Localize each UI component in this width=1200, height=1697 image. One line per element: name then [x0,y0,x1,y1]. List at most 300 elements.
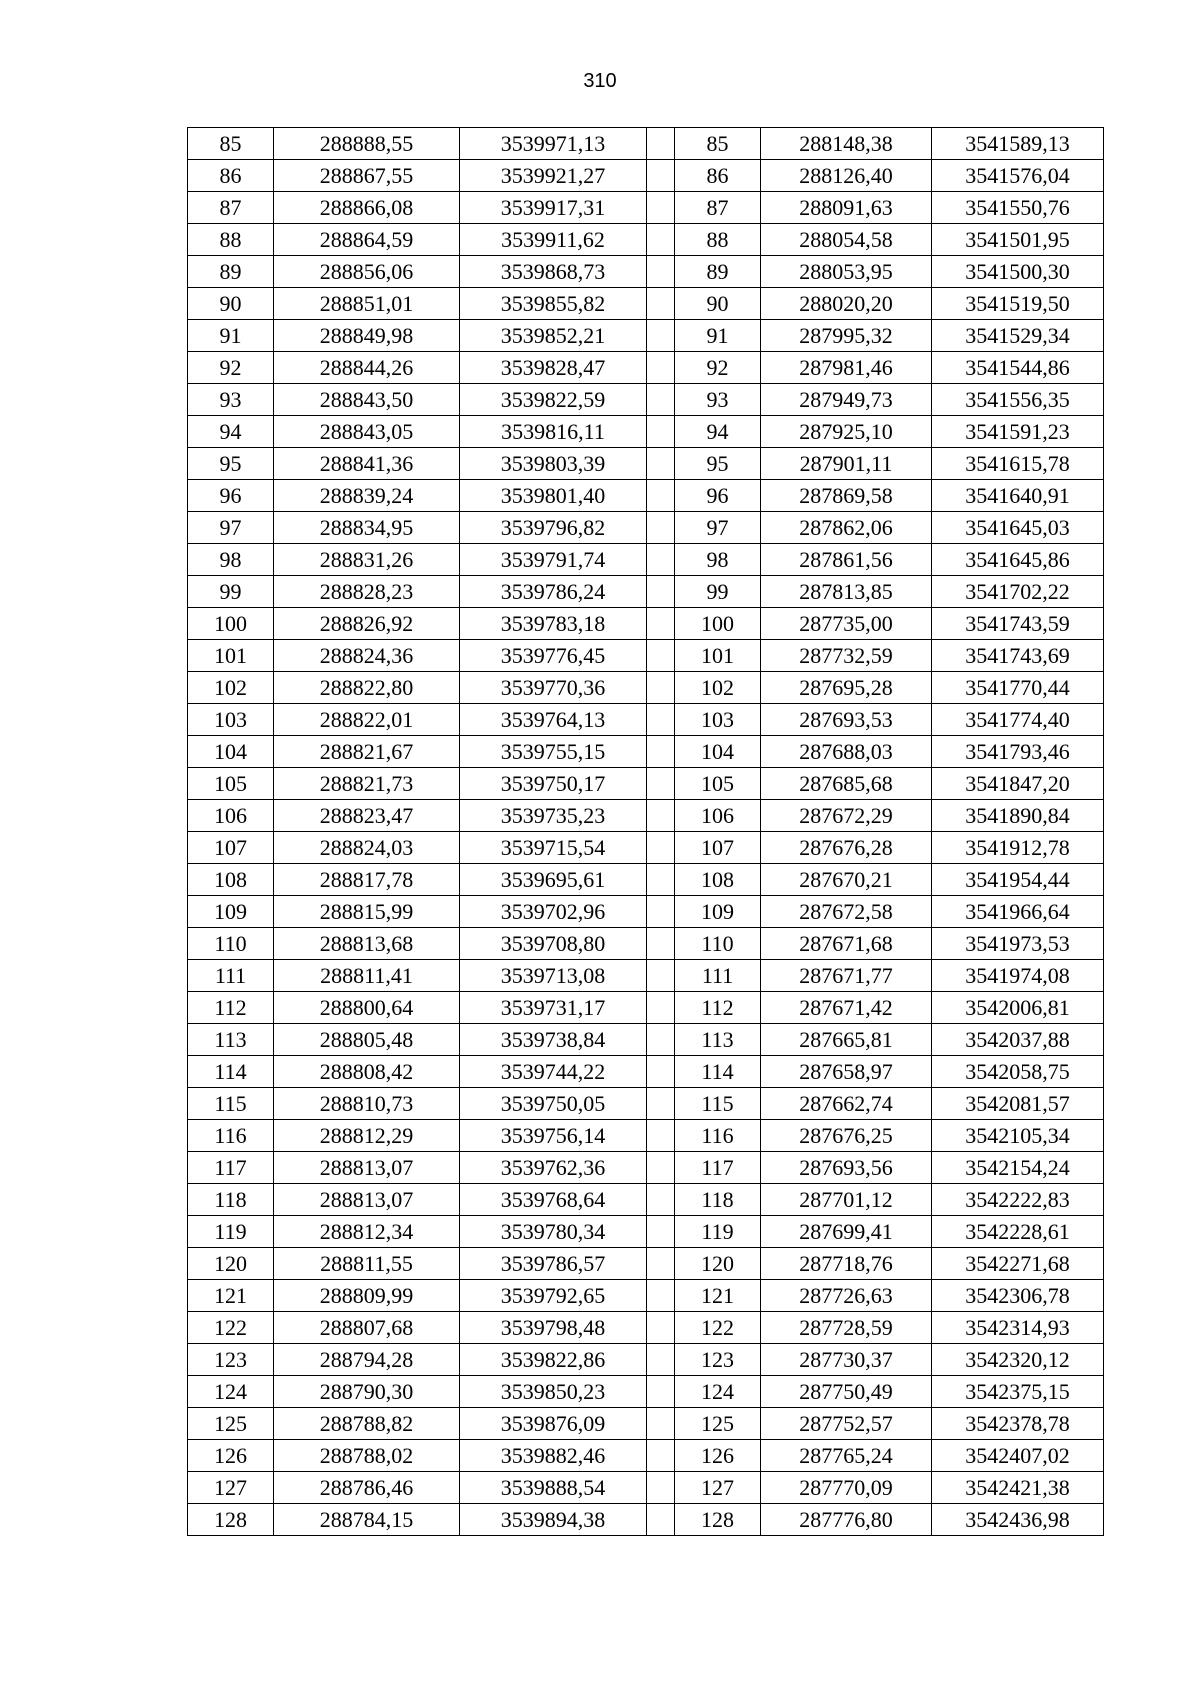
left-x-coordinate-cell: 288788,02 [274,1440,460,1472]
left-y-coordinate-cell: 3539822,86 [460,1344,647,1376]
left-point-number-cell: 102 [188,672,274,704]
left-point-number-cell: 98 [188,544,274,576]
right-x-coordinate-cell: 288053,95 [761,256,932,288]
left-x-coordinate-cell: 288786,46 [274,1472,460,1504]
separator-cell [647,736,675,768]
right-x-coordinate-cell: 287861,56 [761,544,932,576]
table-row [188,672,1104,704]
right-point-number-cell: 102 [675,672,761,704]
table-row [188,352,1104,384]
separator-cell [647,288,675,320]
right-point-number-cell: 88 [675,224,761,256]
left-x-coordinate-cell: 288808,42 [274,1056,460,1088]
left-point-number-cell: 85 [188,128,274,160]
right-x-coordinate-cell: 287813,85 [761,576,932,608]
right-point-number-cell: 120 [675,1248,761,1280]
left-y-coordinate-cell: 3539702,96 [460,896,647,928]
left-y-coordinate-cell: 3539764,13 [460,704,647,736]
separator-cell [647,1120,675,1152]
separator-cell [647,1472,675,1504]
left-x-coordinate-cell: 288817,78 [274,864,460,896]
left-x-coordinate-cell: 288809,99 [274,1280,460,1312]
right-y-coordinate-cell: 3541640,91 [932,480,1104,512]
right-x-coordinate-cell: 287672,29 [761,800,932,832]
separator-cell [647,1440,675,1472]
right-x-coordinate-cell: 287770,09 [761,1472,932,1504]
right-point-number-cell: 89 [675,256,761,288]
left-y-coordinate-cell: 3539850,23 [460,1376,647,1408]
left-y-coordinate-cell: 3539770,36 [460,672,647,704]
right-point-number-cell: 114 [675,1056,761,1088]
separator-cell [647,544,675,576]
right-point-number-cell: 107 [675,832,761,864]
left-y-coordinate-cell: 3539792,65 [460,1280,647,1312]
right-y-coordinate-cell: 3541954,44 [932,864,1104,896]
separator-cell [647,1280,675,1312]
left-y-coordinate-cell: 3539750,17 [460,768,647,800]
right-x-coordinate-cell: 288091,63 [761,192,932,224]
left-y-coordinate-cell: 3539695,61 [460,864,647,896]
table-row [188,256,1104,288]
right-point-number-cell: 126 [675,1440,761,1472]
right-y-coordinate-cell: 3541890,84 [932,800,1104,832]
right-point-number-cell: 109 [675,896,761,928]
table-row [188,1056,1104,1088]
left-x-coordinate-cell: 288831,26 [274,544,460,576]
separator-cell [647,928,675,960]
table-row [188,1184,1104,1216]
right-x-coordinate-cell: 287671,42 [761,992,932,1024]
right-point-number-cell: 106 [675,800,761,832]
left-x-coordinate-cell: 288867,55 [274,160,460,192]
table-row [188,1280,1104,1312]
table-row [188,1408,1104,1440]
table-row [188,1216,1104,1248]
right-y-coordinate-cell: 3542271,68 [932,1248,1104,1280]
table-row [188,320,1104,352]
right-y-coordinate-cell: 3541556,35 [932,384,1104,416]
right-point-number-cell: 123 [675,1344,761,1376]
separator-cell [647,128,675,160]
separator-cell [647,1408,675,1440]
separator-cell [647,1152,675,1184]
left-point-number-cell: 88 [188,224,274,256]
right-x-coordinate-cell: 287925,10 [761,416,932,448]
right-x-coordinate-cell: 287688,03 [761,736,932,768]
left-y-coordinate-cell: 3539894,38 [460,1504,647,1536]
left-y-coordinate-cell: 3539762,36 [460,1152,647,1184]
table-row [188,1440,1104,1472]
left-y-coordinate-cell: 3539803,39 [460,448,647,480]
left-point-number-cell: 104 [188,736,274,768]
left-y-coordinate-cell: 3539855,82 [460,288,647,320]
right-x-coordinate-cell: 288148,38 [761,128,932,160]
left-y-coordinate-cell: 3539822,59 [460,384,647,416]
right-y-coordinate-cell: 3541974,08 [932,960,1104,992]
left-x-coordinate-cell: 288864,59 [274,224,460,256]
left-point-number-cell: 119 [188,1216,274,1248]
left-point-number-cell: 94 [188,416,274,448]
right-point-number-cell: 94 [675,416,761,448]
right-x-coordinate-cell: 287672,58 [761,896,932,928]
right-x-coordinate-cell: 287732,59 [761,640,932,672]
left-point-number-cell: 124 [188,1376,274,1408]
left-y-coordinate-cell: 3539744,22 [460,1056,647,1088]
left-x-coordinate-cell: 288822,80 [274,672,460,704]
right-point-number-cell: 104 [675,736,761,768]
right-y-coordinate-cell: 3541774,40 [932,704,1104,736]
table-row [188,1088,1104,1120]
left-point-number-cell: 118 [188,1184,274,1216]
left-x-coordinate-cell: 288813,07 [274,1152,460,1184]
separator-cell [647,480,675,512]
right-x-coordinate-cell: 287901,11 [761,448,932,480]
right-y-coordinate-cell: 3542375,15 [932,1376,1104,1408]
right-point-number-cell: 85 [675,128,761,160]
right-y-coordinate-cell: 3542058,75 [932,1056,1104,1088]
left-x-coordinate-cell: 288812,29 [274,1120,460,1152]
right-y-coordinate-cell: 3542105,34 [932,1120,1104,1152]
left-y-coordinate-cell: 3539828,47 [460,352,647,384]
table-row [188,704,1104,736]
table-row [188,224,1104,256]
separator-cell [647,416,675,448]
left-x-coordinate-cell: 288807,68 [274,1312,460,1344]
left-point-number-cell: 109 [188,896,274,928]
table-row [188,1312,1104,1344]
left-x-coordinate-cell: 288813,68 [274,928,460,960]
right-point-number-cell: 93 [675,384,761,416]
right-point-number-cell: 97 [675,512,761,544]
left-x-coordinate-cell: 288828,23 [274,576,460,608]
left-x-coordinate-cell: 288822,01 [274,704,460,736]
right-x-coordinate-cell: 287752,57 [761,1408,932,1440]
left-point-number-cell: 86 [188,160,274,192]
right-x-coordinate-cell: 287862,06 [761,512,932,544]
right-x-coordinate-cell: 288020,20 [761,288,932,320]
left-x-coordinate-cell: 288810,73 [274,1088,460,1120]
right-point-number-cell: 121 [675,1280,761,1312]
left-point-number-cell: 100 [188,608,274,640]
right-point-number-cell: 105 [675,768,761,800]
left-point-number-cell: 108 [188,864,274,896]
right-y-coordinate-cell: 3541500,30 [932,256,1104,288]
right-point-number-cell: 86 [675,160,761,192]
right-y-coordinate-cell: 3541591,23 [932,416,1104,448]
right-point-number-cell: 98 [675,544,761,576]
left-point-number-cell: 99 [188,576,274,608]
left-x-coordinate-cell: 288788,82 [274,1408,460,1440]
right-point-number-cell: 116 [675,1120,761,1152]
left-point-number-cell: 101 [188,640,274,672]
right-point-number-cell: 119 [675,1216,761,1248]
left-point-number-cell: 96 [188,480,274,512]
right-point-number-cell: 108 [675,864,761,896]
left-x-coordinate-cell: 288805,48 [274,1024,460,1056]
left-point-number-cell: 125 [188,1408,274,1440]
left-point-number-cell: 120 [188,1248,274,1280]
left-y-coordinate-cell: 3539786,24 [460,576,647,608]
separator-cell [647,832,675,864]
table-row [188,512,1104,544]
left-y-coordinate-cell: 3539911,62 [460,224,647,256]
separator-cell [647,160,675,192]
left-y-coordinate-cell: 3539882,46 [460,1440,647,1472]
table-row [188,384,1104,416]
left-y-coordinate-cell: 3539731,17 [460,992,647,1024]
right-x-coordinate-cell: 287662,74 [761,1088,932,1120]
right-point-number-cell: 90 [675,288,761,320]
separator-cell [647,352,675,384]
right-y-coordinate-cell: 3541702,22 [932,576,1104,608]
left-y-coordinate-cell: 3539917,31 [460,192,647,224]
left-point-number-cell: 123 [188,1344,274,1376]
separator-cell [647,576,675,608]
left-x-coordinate-cell: 288851,01 [274,288,460,320]
separator-cell [647,192,675,224]
right-x-coordinate-cell: 287995,32 [761,320,932,352]
right-y-coordinate-cell: 3542320,12 [932,1344,1104,1376]
right-point-number-cell: 118 [675,1184,761,1216]
table-row [188,1248,1104,1280]
left-x-coordinate-cell: 288866,08 [274,192,460,224]
separator-cell [647,896,675,928]
left-point-number-cell: 106 [188,800,274,832]
left-point-number-cell: 87 [188,192,274,224]
right-point-number-cell: 112 [675,992,761,1024]
right-x-coordinate-cell: 287699,41 [761,1216,932,1248]
right-x-coordinate-cell: 287776,80 [761,1504,932,1536]
right-x-coordinate-cell: 287671,77 [761,960,932,992]
table-row [188,640,1104,672]
left-point-number-cell: 114 [188,1056,274,1088]
right-y-coordinate-cell: 3541615,78 [932,448,1104,480]
right-point-number-cell: 96 [675,480,761,512]
left-point-number-cell: 92 [188,352,274,384]
right-x-coordinate-cell: 287735,00 [761,608,932,640]
left-y-coordinate-cell: 3539755,15 [460,736,647,768]
right-x-coordinate-cell: 287718,76 [761,1248,932,1280]
right-point-number-cell: 87 [675,192,761,224]
right-x-coordinate-cell: 287701,12 [761,1184,932,1216]
left-y-coordinate-cell: 3539888,54 [460,1472,647,1504]
right-x-coordinate-cell: 287685,68 [761,768,932,800]
separator-cell [647,768,675,800]
coordinates-table-body [188,128,1104,1536]
right-y-coordinate-cell: 3541847,20 [932,768,1104,800]
right-y-coordinate-cell: 3541519,50 [932,288,1104,320]
separator-cell [647,1216,675,1248]
right-point-number-cell: 100 [675,608,761,640]
left-x-coordinate-cell: 288813,07 [274,1184,460,1216]
right-point-number-cell: 125 [675,1408,761,1440]
left-y-coordinate-cell: 3539780,34 [460,1216,647,1248]
separator-cell [647,1312,675,1344]
left-point-number-cell: 105 [188,768,274,800]
right-y-coordinate-cell: 3541645,86 [932,544,1104,576]
right-y-coordinate-cell: 3542222,83 [932,1184,1104,1216]
right-y-coordinate-cell: 3542306,78 [932,1280,1104,1312]
left-point-number-cell: 117 [188,1152,274,1184]
right-x-coordinate-cell: 287765,24 [761,1440,932,1472]
right-y-coordinate-cell: 3541550,76 [932,192,1104,224]
left-y-coordinate-cell: 3539816,11 [460,416,647,448]
table-row [188,128,1104,160]
right-x-coordinate-cell: 287730,37 [761,1344,932,1376]
left-y-coordinate-cell: 3539868,73 [460,256,647,288]
left-x-coordinate-cell: 288800,64 [274,992,460,1024]
left-y-coordinate-cell: 3539921,27 [460,160,647,192]
right-x-coordinate-cell: 288054,58 [761,224,932,256]
left-point-number-cell: 116 [188,1120,274,1152]
table-row [188,1152,1104,1184]
left-x-coordinate-cell: 288841,36 [274,448,460,480]
left-point-number-cell: 113 [188,1024,274,1056]
left-point-number-cell: 107 [188,832,274,864]
separator-cell [647,1344,675,1376]
right-y-coordinate-cell: 3542006,81 [932,992,1104,1024]
table-row [188,928,1104,960]
right-y-coordinate-cell: 3541743,69 [932,640,1104,672]
left-x-coordinate-cell: 288843,05 [274,416,460,448]
left-x-coordinate-cell: 288844,26 [274,352,460,384]
right-y-coordinate-cell: 3542314,93 [932,1312,1104,1344]
table-row [188,576,1104,608]
right-point-number-cell: 111 [675,960,761,992]
right-x-coordinate-cell: 287676,28 [761,832,932,864]
left-y-coordinate-cell: 3539715,54 [460,832,647,864]
left-y-coordinate-cell: 3539776,45 [460,640,647,672]
left-x-coordinate-cell: 288815,99 [274,896,460,928]
right-x-coordinate-cell: 287658,97 [761,1056,932,1088]
separator-cell [647,1024,675,1056]
right-y-coordinate-cell: 3541973,53 [932,928,1104,960]
table-row [188,416,1104,448]
right-point-number-cell: 122 [675,1312,761,1344]
left-x-coordinate-cell: 288821,73 [274,768,460,800]
right-y-coordinate-cell: 3542037,88 [932,1024,1104,1056]
left-point-number-cell: 93 [188,384,274,416]
left-y-coordinate-cell: 3539971,13 [460,128,647,160]
left-x-coordinate-cell: 288834,95 [274,512,460,544]
separator-cell [647,384,675,416]
separator-cell [647,672,675,704]
coordinates-table [187,127,1104,1536]
right-point-number-cell: 128 [675,1504,761,1536]
left-point-number-cell: 111 [188,960,274,992]
left-x-coordinate-cell: 288812,34 [274,1216,460,1248]
left-point-number-cell: 127 [188,1472,274,1504]
separator-cell [647,992,675,1024]
right-y-coordinate-cell: 3541912,78 [932,832,1104,864]
separator-cell [647,1088,675,1120]
left-y-coordinate-cell: 3539876,09 [460,1408,647,1440]
table-row [188,800,1104,832]
right-y-coordinate-cell: 3542421,38 [932,1472,1104,1504]
right-y-coordinate-cell: 3541966,64 [932,896,1104,928]
right-x-coordinate-cell: 287670,21 [761,864,932,896]
left-point-number-cell: 97 [188,512,274,544]
left-y-coordinate-cell: 3539735,23 [460,800,647,832]
separator-cell [647,1248,675,1280]
right-x-coordinate-cell: 287869,58 [761,480,932,512]
left-y-coordinate-cell: 3539783,18 [460,608,647,640]
left-y-coordinate-cell: 3539738,84 [460,1024,647,1056]
right-point-number-cell: 103 [675,704,761,736]
table-row [188,1472,1104,1504]
table-row [188,1120,1104,1152]
right-point-number-cell: 101 [675,640,761,672]
left-y-coordinate-cell: 3539768,64 [460,1184,647,1216]
separator-cell [647,960,675,992]
left-y-coordinate-cell: 3539750,05 [460,1088,647,1120]
left-x-coordinate-cell: 288856,06 [274,256,460,288]
right-point-number-cell: 91 [675,320,761,352]
right-x-coordinate-cell: 287693,56 [761,1152,932,1184]
separator-cell [647,1504,675,1536]
right-x-coordinate-cell: 287671,68 [761,928,932,960]
separator-cell [647,256,675,288]
separator-cell [647,800,675,832]
left-x-coordinate-cell: 288824,36 [274,640,460,672]
left-y-coordinate-cell: 3539713,08 [460,960,647,992]
left-x-coordinate-cell: 288811,55 [274,1248,460,1280]
right-y-coordinate-cell: 3541529,34 [932,320,1104,352]
table-row [188,288,1104,320]
separator-cell [647,608,675,640]
left-y-coordinate-cell: 3539796,82 [460,512,647,544]
right-y-coordinate-cell: 3541501,95 [932,224,1104,256]
right-y-coordinate-cell: 3542154,24 [932,1152,1104,1184]
right-x-coordinate-cell: 287981,46 [761,352,932,384]
right-y-coordinate-cell: 3542081,57 [932,1088,1104,1120]
table-row [188,544,1104,576]
left-x-coordinate-cell: 288839,24 [274,480,460,512]
left-x-coordinate-cell: 288888,55 [274,128,460,160]
table-row [188,160,1104,192]
right-point-number-cell: 115 [675,1088,761,1120]
table-row [188,864,1104,896]
left-point-number-cell: 122 [188,1312,274,1344]
right-point-number-cell: 92 [675,352,761,384]
separator-cell [647,448,675,480]
left-x-coordinate-cell: 288784,15 [274,1504,460,1536]
right-y-coordinate-cell: 3541645,03 [932,512,1104,544]
left-x-coordinate-cell: 288790,30 [274,1376,460,1408]
left-point-number-cell: 90 [188,288,274,320]
right-point-number-cell: 110 [675,928,761,960]
right-y-coordinate-cell: 3541793,46 [932,736,1104,768]
table-row [188,1344,1104,1376]
right-x-coordinate-cell: 287726,63 [761,1280,932,1312]
right-y-coordinate-cell: 3542407,02 [932,1440,1104,1472]
right-x-coordinate-cell: 287676,25 [761,1120,932,1152]
right-y-coordinate-cell: 3541576,04 [932,160,1104,192]
left-x-coordinate-cell: 288811,41 [274,960,460,992]
left-y-coordinate-cell: 3539786,57 [460,1248,647,1280]
left-x-coordinate-cell: 288849,98 [274,320,460,352]
left-y-coordinate-cell: 3539708,80 [460,928,647,960]
right-y-coordinate-cell: 3541589,13 [932,128,1104,160]
right-y-coordinate-cell: 3542378,78 [932,1408,1104,1440]
separator-cell [647,640,675,672]
left-y-coordinate-cell: 3539852,21 [460,320,647,352]
right-y-coordinate-cell: 3542436,98 [932,1504,1104,1536]
left-point-number-cell: 128 [188,1504,274,1536]
table-row [188,736,1104,768]
left-point-number-cell: 95 [188,448,274,480]
table-row [188,960,1104,992]
